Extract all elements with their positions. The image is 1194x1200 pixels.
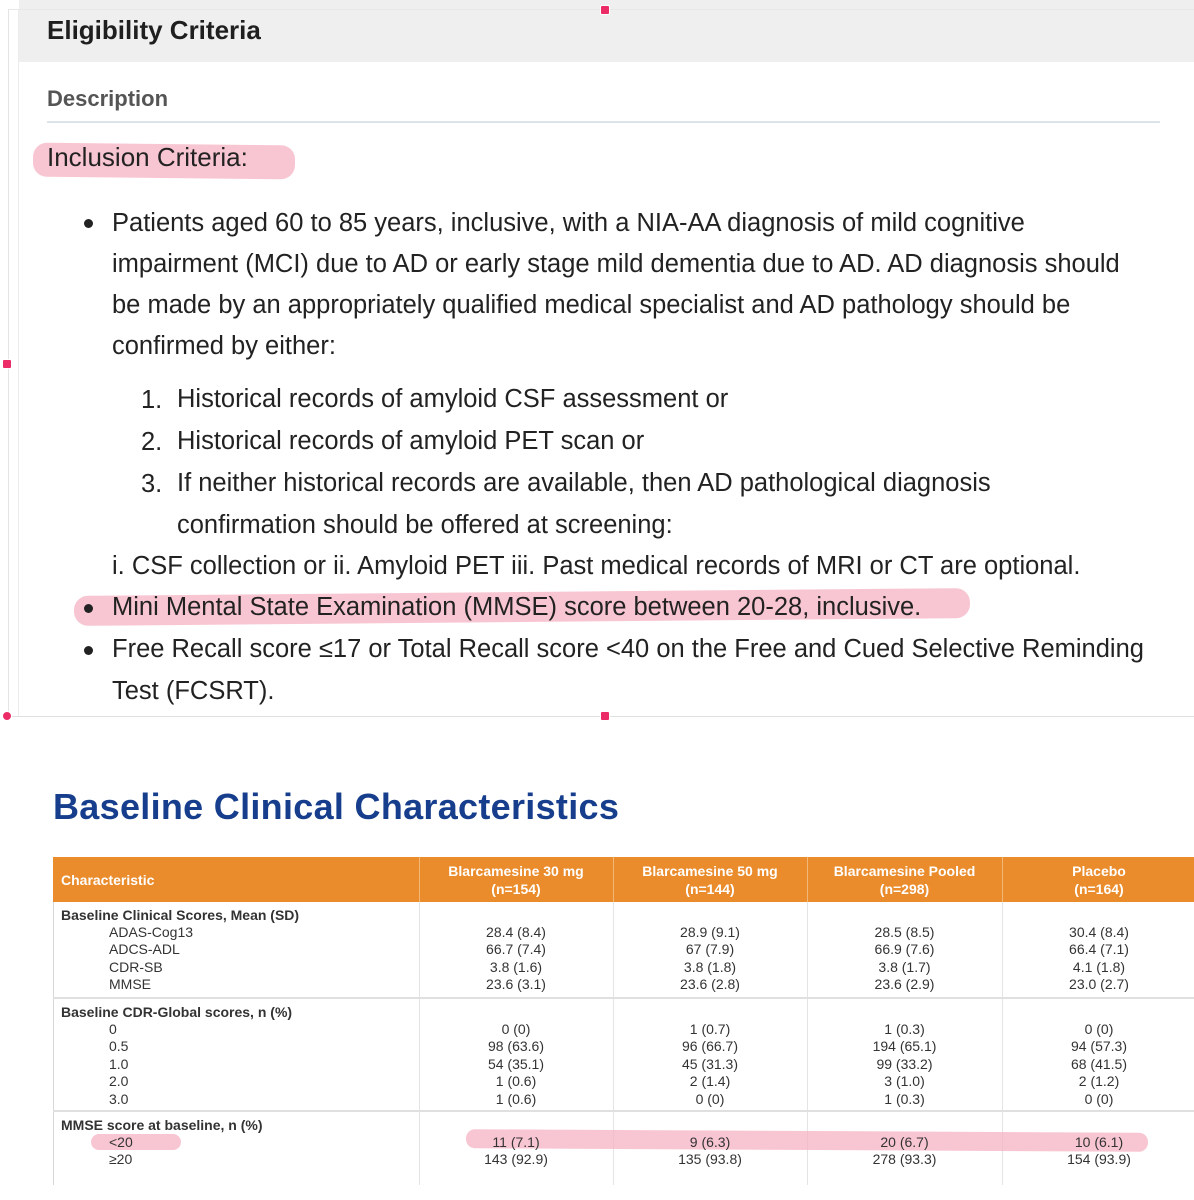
header-label: Placebo	[1072, 862, 1126, 879]
table-cell: 1 (0.3)	[884, 1090, 925, 1107]
header-divider	[613, 857, 614, 902]
section-divider	[53, 1110, 1194, 1112]
table-cell: 11 (7.1)	[492, 1134, 540, 1150]
highlight-mmse-lt20-label	[91, 1134, 181, 1150]
criterion-age-line-3: be made by an appropriately qualified medical specialist and AD pathology should be	[112, 291, 1071, 319]
criterion-fcsrt-line-2: Test (FCSRT).	[112, 677, 275, 705]
table-cell: 66.7 (7.4)	[486, 941, 546, 958]
values-50mg-cdr-global	[613, 1021, 807, 1108]
values-pooled-clinical-scores	[807, 924, 1002, 994]
row-labels-clinical-scores	[109, 924, 193, 994]
header-n: (n=164)	[1074, 880, 1124, 897]
header-characteristic	[53, 857, 419, 902]
table-cell: 154 (93.9)	[1067, 1151, 1131, 1168]
header-divider	[419, 857, 420, 902]
table-cell: 1 (0.7)	[689, 1021, 731, 1037]
table-cell: 23.6 (2.8)	[680, 976, 740, 993]
row-label: ≥20	[109, 1151, 133, 1168]
table-cell: 28.5 (8.5)	[874, 924, 935, 940]
section-title-clinical-scores: Baseline Clinical Scores, Mean (SD)	[61, 907, 300, 923]
header-n: (n=144)	[685, 880, 735, 897]
table-cell: 23.6 (2.9)	[874, 976, 935, 993]
list-item-screening-line-2: confirmation should be offered at screening:	[177, 511, 673, 539]
table-cell: 0 (0)	[501, 1021, 531, 1037]
values-30mg-cdr-global	[419, 1021, 613, 1108]
table-cell: 2 (1.2)	[1078, 1073, 1120, 1090]
header-label: Blarcamesine Pooled	[833, 862, 976, 879]
header-blarcamesine-30mg	[419, 857, 613, 902]
header-divider	[1002, 857, 1003, 902]
table-cell: 68 (41.5)	[1070, 1055, 1128, 1072]
table-cell: 3.8 (1.6)	[489, 958, 543, 975]
section-divider	[53, 997, 1194, 999]
table-cell: 96 (66.7)	[681, 1038, 739, 1055]
row-label: ADAS-Cog13	[109, 924, 194, 940]
table-cell: 1 (0.6)	[495, 1073, 537, 1090]
header-label: Characteristic	[61, 871, 155, 888]
header-n: (n=154)	[491, 880, 541, 897]
header-blarcamesine-pooled	[807, 857, 1002, 902]
table-cell: 0 (0)	[1084, 1090, 1114, 1107]
header-label: Blarcamesine 50 mg	[642, 862, 778, 879]
table-border-left	[53, 902, 54, 1185]
table-cell: 54 (35.1)	[487, 1055, 545, 1072]
row-label: MMSE	[109, 976, 151, 993]
criterion-age-line-2: impairment (MCI) due to AD or early stage mild dementia due to AD. AD diagnosis should	[112, 250, 1120, 278]
table-cell: 278 (93.3)	[872, 1151, 937, 1168]
table-cell: 0 (0)	[1084, 1021, 1114, 1037]
table-cell: 4.1 (1.8)	[1072, 958, 1126, 975]
baseline-table	[53, 857, 1194, 1185]
header-placebo	[1002, 857, 1194, 902]
table-cell: 66.9 (7.6)	[874, 941, 935, 958]
row-label: 0	[109, 1021, 117, 1037]
table-cell: 3 (1.0)	[884, 1073, 925, 1090]
criterion-age-line-4: confirmed by either:	[112, 332, 336, 360]
panel-border-left	[18, 10, 19, 716]
table-cell: 3.8 (1.7)	[878, 958, 931, 975]
description-divider	[47, 121, 1160, 123]
values-30mg-mmse-baseline	[419, 1134, 613, 1169]
header-n: (n=298)	[879, 880, 930, 897]
list-number: 2.	[141, 428, 163, 456]
table-cell: 3.8 (1.8)	[683, 958, 737, 975]
baseline-title: Baseline Clinical Characteristics	[53, 786, 620, 827]
table-cell: 66.4 (7.1)	[1069, 941, 1129, 958]
table-cell: 20 (6.7)	[880, 1134, 929, 1150]
resize-handle-bottom-left[interactable]	[2, 711, 12, 721]
table-cell: 9 (6.3)	[689, 1134, 731, 1150]
table-cell: 30.4 (8.4)	[1069, 924, 1129, 940]
inclusion-criteria-heading: Inclusion Criteria:	[47, 142, 248, 172]
description-label: Description	[47, 86, 169, 111]
row-label: 3.0	[109, 1090, 129, 1107]
table-cell: 1 (0.6)	[495, 1090, 537, 1107]
table-cell: 98 (63.6)	[487, 1038, 545, 1055]
header-label: Blarcamesine 30 mg	[448, 862, 584, 879]
table-cell: 23.6 (3.1)	[486, 976, 546, 993]
criterion-fcsrt-line-1: Free Recall score ≤17 or Total Recall score <40 on the Free and Cued Selective Reminding	[112, 635, 1144, 663]
list-item-pet: Historical records of amyloid PET scan or	[177, 427, 645, 455]
table-cell: 1 (0.3)	[884, 1021, 925, 1037]
table-cell: 28.9 (9.1)	[680, 924, 740, 940]
bullet-marker	[84, 646, 93, 655]
row-label: 0.5	[109, 1038, 129, 1055]
table-cell: 0 (0)	[695, 1090, 725, 1107]
table-cell: 23.0 (2.7)	[1069, 976, 1129, 993]
table-cell: 28.4 (8.4)	[486, 924, 546, 940]
values-50mg-clinical-scores	[613, 924, 807, 994]
table-cell: 2 (1.4)	[689, 1073, 731, 1090]
criterion-age-line-1: Patients aged 60 to 85 years, inclusive, with a NIA-AA diagnosis of mild cognitive	[112, 209, 1025, 237]
header-divider	[807, 857, 808, 902]
values-50mg-mmse-baseline	[613, 1134, 807, 1169]
resize-handle-bottom[interactable]	[600, 711, 610, 721]
values-placebo-cdr-global	[1002, 1021, 1194, 1108]
table-cell: 135 (93.8)	[678, 1151, 742, 1168]
row-label: 2.0	[109, 1073, 129, 1090]
values-pooled-cdr-global	[807, 1021, 1002, 1108]
table-cell: 99 (33.2)	[876, 1055, 933, 1072]
eligibility-title: Eligibility Criteria	[47, 15, 261, 45]
row-label: 1.0	[109, 1055, 129, 1072]
table-cell: 143 (92.9)	[484, 1151, 548, 1168]
resize-handle-left[interactable]	[2, 359, 12, 369]
table-cell: 94 (57.3)	[1070, 1038, 1128, 1055]
row-label: CDR-SB	[109, 958, 163, 975]
values-30mg-clinical-scores	[419, 924, 613, 994]
table-cell: 45 (31.3)	[681, 1055, 739, 1072]
row-label: ADCS-ADL	[109, 941, 180, 958]
list-item-screening-line-1: If neither historical records are available, then AD pathological diagnosis	[177, 469, 991, 497]
table-cell: 10 (6.1)	[1074, 1134, 1124, 1150]
row-labels-cdr-global	[109, 1021, 128, 1108]
table-cell: 67 (7.9)	[685, 941, 735, 958]
header-blarcamesine-50mg	[613, 857, 807, 902]
values-placebo-mmse-baseline	[1002, 1134, 1194, 1169]
table-cell: 194 (65.1)	[872, 1038, 937, 1055]
section-title-cdr-global: Baseline CDR-Global scores, n (%)	[61, 1004, 293, 1020]
criterion-mmse: Mini Mental State Examination (MMSE) score between 20-28, inclusive.	[112, 593, 922, 621]
resize-handle-top[interactable]	[600, 5, 610, 15]
list-number: 1.	[141, 386, 163, 414]
bullet-marker	[84, 604, 93, 613]
values-placebo-clinical-scores	[1002, 924, 1194, 994]
section-title-mmse-baseline: MMSE score at baseline, n (%)	[61, 1117, 263, 1133]
list-item-csf: Historical records of amyloid CSF assessment or	[177, 385, 729, 413]
row-labels-mmse-baseline	[109, 1134, 133, 1169]
bullet-marker	[84, 219, 93, 228]
row-label: <20	[109, 1134, 133, 1150]
optional-records-note: i. CSF collection or ii. Amyloid PET iii. Past medical records of MRI or CT are optional.	[112, 552, 1081, 580]
list-number: 3.	[141, 470, 163, 498]
values-pooled-mmse-baseline	[807, 1134, 1002, 1169]
